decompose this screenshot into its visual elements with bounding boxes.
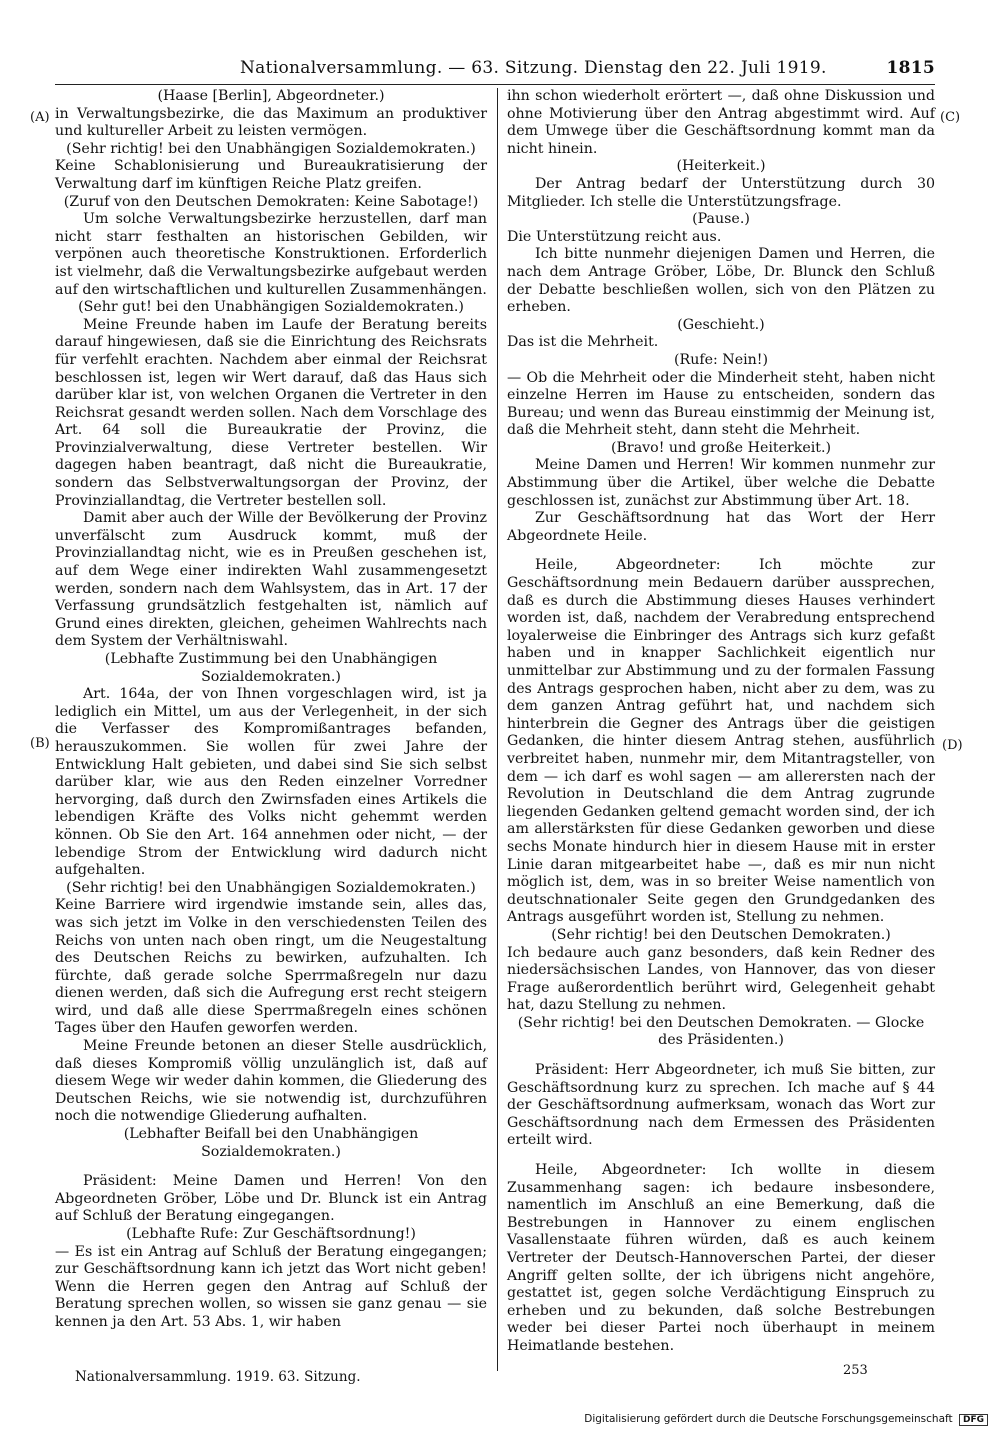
paragraph: ihn schon wiederholt erörtert —, daß ohne Diskussion und ohne Motivierung über den Antrag abgestimmt wird. Auf dem Umwege über die Geschäftsordnung kommt man da nicht hinein. [507,88,935,157]
paragraph: — Ob die Mehrheit oder die Minderheit steht, haben nicht einzelne Herren im Hause zu entscheiden, sondern das Bureau; und wenn das Bureau einstimmig der Meinung ist, daß die Mehrheit steht, dann steht die Mehrheit. [507,369,935,439]
interjection: (Lebhafte Zustimmung bei den Unabhängigen Sozialdemokraten.) [104,651,438,685]
paragraph: Der Antrag bedarf der Unterstützung durch 30 Mitglieder. Ich stelle die Unterstützungsfrage. [507,175,935,210]
paragraph: — Es ist ein Antrag auf Schluß der Beratung eingegangen; zur Geschäftsordnung kann ich jetzt das Wort nicht geben! Wenn die Herren gegen den Antrag auf Schluß der Beratung sprechen wollen, so wissen sie ganz genau — sie kennen ja den Art. 53 Abs. 1, wir haben [55,1243,487,1330]
page-number: 1815 [886,58,935,78]
speaker-paragraph: Heile, Abgeordneter: Ich wollte in diesem Zusammenhang sagen: ich bedaure insbesondere, namentlich im Anschluß an eine Bemerkung, daß die Bestrebungen in Hannover zu einem englischen Vasallenstaate führen würden, daß es auch keinem Vertreter der Deutsch-Hannoverschen Partei, der dieser Angriff gelten sollte, der ich übrigens nicht angehöre, gestattet ist, gegen solche Verdächtigung Einspruch zu erheben und zu bekunden, daß solche Bestrebungen weder bei dieser Partei noch überhaupt in meinem Heimatlande bestehen. [507,1162,935,1354]
interjection: (Lebhafte Rufe: Zur Geschäftsordnung!) [126,1226,416,1242]
paragraph: Meine Freunde betonen an dieser Stelle ausdrücklich, daß dieses Kompromiß völlig unzulänglich ist, daß auf diesem Wege wir weder dahin kommen, die Gliederung des Deutschen Reichs, wie sie notwendig ist, durchzuführen noch die notwendige Gliederung aufhalten. [55,1038,487,1125]
left-column [55,88,487,1332]
right-column [507,88,935,1356]
paragraph: Keine Schablonisierung und Bureaukratisierung der Verwaltung darf im künftigen Reiche Platz greifen. [55,158,487,192]
interjection: (Sehr richtig! bei den Deutschen Demokraten.) [551,926,891,943]
interjection: (Sehr richtig! bei den Unabhängigen Sozialdemokraten.) [66,879,476,896]
digitization-text: Digitalisierung gefördert durch die Deutsche Forschungsgemeinschaft [584,1413,953,1425]
margin-mark-b: (B) [30,736,50,751]
paragraph: Ich bitte nunmehr diejenigen Damen und Herren, die nach dem Antrage Gröber, Löbe, Dr. Blunck den Schluß der Debatte beschließen wollen, sich von den Plätzen zu erheben. [507,246,935,316]
interjection: (Zuruf von den Deutschen Demokraten: Keine Sabotage!) [63,193,479,210]
paragraph: Damit aber auch der Wille der Bevölkerung der Provinz unverfälscht zum Ausdruck kommt, muß der Provinziallandtag nicht, wie es in Preußen geschehen ist, auf dem Wege einer indirekten Wahl zusammengesetzt werden, sondern nach dem Wahlsystem, das in Art. 17 der Verfassung grundsätzlich festgehalten ist, nämlich auf Grund eines direkten, gleichen, geheimen Wahlrechts nach dem System der Verhältniswahl. [55,510,487,650]
folio-number: 253 [843,1363,868,1378]
paragraph: Zur Geschäftsordnung hat das Wort der Herr Abgeordnete Heile. [507,510,935,544]
dfg-logo: DFG [959,1414,988,1426]
margin-mark-a: (A) [30,110,50,125]
header-rule [55,84,935,85]
paragraph: Das ist die Mehrheit. [507,334,659,351]
paragraph: Die Unterstützung reicht aus. [507,228,722,245]
footer-imprint: Nationalversammlung. 1919. 63. Sitzung. [75,1369,361,1385]
interjection: (Sehr gut! bei den Unabhängigen Sozialdemokraten.) [78,299,464,316]
digitization-note [584,1413,988,1426]
interjection: (Heiterkeit.) [676,158,766,175]
interjection: (Sehr richtig! bei den Deutschen Demokraten. — Glocke des Präsidenten.) [517,1014,925,1049]
interjection: (Sehr richtig! bei den Unabhängigen Sozialdemokraten.) [66,140,476,157]
margin-mark-c: (C) [940,110,961,125]
running-header [55,58,935,84]
paragraph: Um solche Verwaltungsbezirke herzustellen, darf man nicht starr festhalten an historischen Gebilden, wir verpönen auch theoretische Konstruktionen. Erforderlich ist vielmehr, daß die Verwaltungsbezirke aufgebaut werden auf den wirtschaftlichen und kulturellen Zusammenhängen. [55,211,487,298]
speaker-paragraph: Heile, Abgeordneter: Ich möchte zur Geschäftsordnung mein Bedauern darüber aussprechen, daß es durch die Abstimmung dieses Hauses verhindert worden ist, daß, nachdem der Verabredung entsprechend loyalerweise die Einbringer des Antrags sich kurz gefaßt haben und in knapper Sachlichkeit eigentlich nur unmittelbar zur Abstimmung und zu der formalen Fassung des Antrags gesprochen haben, nicht aber zu dem, was zu dem ganzen Antrag geführt hat, und nachdem sich hinterbrein die Gegner des Antrags über die geistigen Gedanken, die hinter diesem Antrag stehen, ausführlich verbreitet haben, nunmehr mir, dem Mitantragsteller, von dem — ich darf es wohl sagen — am allerersten nach der Revolution in Deutschland die dem Antrag zugrunde liegenden Gedanken geltend gemacht worden sind, der ich am allerstärksten für diese Gedanken geworben und diese sechs Monate hindurch hier in diesem Hause mit in erster Linie daran mitgearbeitet habe —, daß es mir nun nicht möglich ist, dem, was in so breiter Weise namentlich von deutschnationaler Seite gegen den Grundgedanken des Antrags ausgeführt worden ist, Stellung zu nehmen. [507,557,935,926]
interjection: (Rufe: Nein!) [673,351,768,368]
interjection: (Lebhafter Beifall bei den Unabhängigen Sozialdemokraten.) [123,1126,419,1160]
paragraph: in Verwaltungsbezirke, die das Maximum an produktiver und kultureller Arbeit zu leisten vermögen. [55,105,487,140]
paragraph: Meine Freunde haben im Laufe der Beratung bereits darauf hingewiesen, daß sie die Einrichtung des Reichsrats für verfehlt erachten. Nachdem aber einmal der Reichsrat beschlossen ist, legen wir Wert darauf, daß das Haus sich darüber klar ist, von welchen Organen die Vertreter in den Reichsrat gesandt werden sollen. Nach dem Vorschlage des Art. 64 soll die Bureaukratie der Provinz, die Provinzialverwaltung, diese Vertreter bestellen. Wir dagegen haben beantragt, daß nicht die Bureaukratie, sondern das Selbstverwaltungsorgan der Provinz, der Provinziallandtag, die Vertreter bestellen soll. [55,316,487,509]
paragraph: Keine Barriere wird irgendwie imstande sein, alles das, was sich jetzt im Volke in den verschiedensten Teilen des Reichs von unten nach oben ringt, um die Neugestaltung des Deutschen Reichs zu bewirken, aufzuhalten. Ich fürchte, daß gerade solche Sperrmaßregeln nur dazu dienen werden, daß sich die Aufregung erst recht steigern wird, und daß alle diese Sperrmaßregeln eines schönen Tages über den Haufen geworfen werden. [55,897,487,1037]
paragraph: Art. 164a, der von Ihnen vorgeschlagen wird, ist ja lediglich ein Mittel, um aus der Verlegenheit, in der sich die Verfasser des Kompromißantrages befanden, herauszukommen. Sie wollen für zwei Jahre der Entwicklung Halt gebieten, und dabei sind Sie sich selbst darüber klar, wie aus den Reden einzelner Vorredner hervorging, daß durch den Zwirnsfaden eines Artikels die lebendigen Kräfte des Volks nicht gehemmt werden können. Ob Sie den Art. 164 annehmen oder nicht, — der lebendige Strom der Entwicklung wird dadurch nicht aufgehalten. [55,686,487,879]
speaker-paragraph: Präsident: Herr Abgeordneter, ich muß Sie bitten, zur Geschäftsordnung kurz zu sprechen. Ich mache auf § 44 der Geschäftsordnung aufmerksam, wonach das Wort zur Geschäftsordnung nach dem Ermessen des Präsidenten erteilt wird. [507,1062,935,1149]
running-head: Nationalversammlung. — 63. Sitzung. Dienstag den 22. Juli 1919. [240,58,827,78]
paragraph: Meine Damen und Herren! Wir kommen nunmehr zur Abstimmung über die Artikel, über welche die Debatte geschlossen ist, zunächst zur Abstimmung über Art. 18. [507,457,935,509]
interjection: (Bravo! und große Heiterkeit.) [610,439,832,456]
paragraph: Ich bedaure auch ganz besonders, daß kein Redner des niedersächsischen Landes, von Hannover, das von dieser Frage außerordentlich berührt wird, Gelegenheit gehabt hat, dazu Stellung zu nehmen. [507,944,935,1014]
margin-mark-d: (D) [942,738,963,753]
speaker-line: (Haase [Berlin], Abgeordneter.) [157,88,385,104]
interjection: (Pause.) [692,211,750,228]
column-divider [497,88,498,1371]
speaker-paragraph: Präsident: Meine Damen und Herren! Von den Abgeordneten Gröber, Löbe und Dr. Blunck ist ein Antrag auf Schluß der Beratung eingegangen. [55,1173,487,1225]
interjection: (Geschieht.) [677,316,765,333]
